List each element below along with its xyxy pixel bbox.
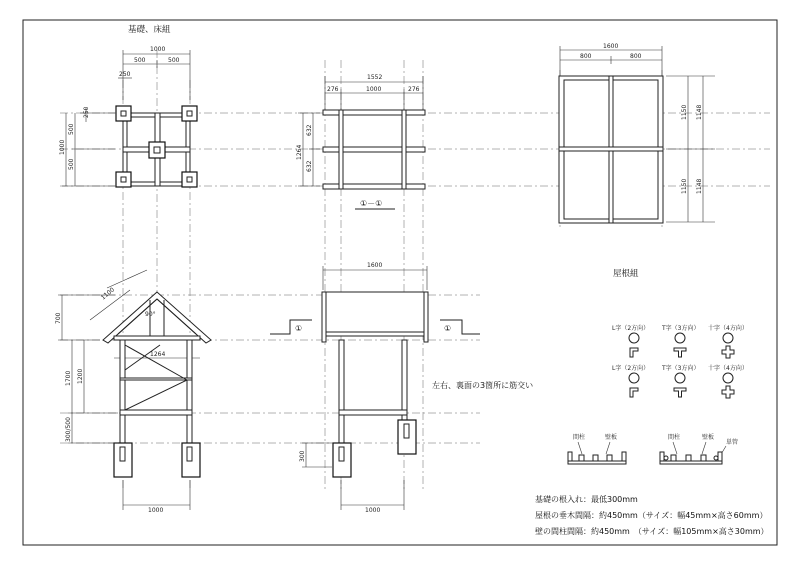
ws1-label-post: 間柱 bbox=[573, 434, 586, 441]
joint-label-t-1: T字（3方向） bbox=[662, 325, 700, 332]
flp-dim-side-total: 1264 bbox=[296, 144, 303, 160]
fp-dim-total: 1000 bbox=[150, 46, 166, 53]
se-dim-roof-height: 700 bbox=[55, 312, 62, 324]
fp-dim-half-right: 500 bbox=[168, 57, 180, 64]
ws2-label-board: 壁板 bbox=[702, 434, 715, 441]
fe-dim-top: 1600 bbox=[367, 262, 383, 269]
flp-dim-center: 1000 bbox=[366, 86, 382, 93]
sheet-border bbox=[23, 20, 777, 545]
fe-dim-bottom: 1000 bbox=[365, 507, 381, 514]
se-dim-rafter: 1100 bbox=[99, 286, 116, 302]
flp-dim-right: 276 bbox=[408, 86, 420, 93]
ws2-label-pipe: 単管 bbox=[726, 439, 739, 446]
se-dim-bottom: 1000 bbox=[148, 507, 164, 514]
rp-dim-left: 800 bbox=[580, 53, 592, 60]
joint-label-x-1: 十字（4方向） bbox=[708, 325, 748, 332]
note-wall: 壁の間柱間隔：約450mm （サイズ：幅105mm×高さ30mm） bbox=[535, 527, 769, 536]
fp-dim-side-total: 1000 bbox=[59, 139, 66, 155]
notes bbox=[535, 494, 769, 536]
floor-plan bbox=[296, 74, 425, 209]
fp-dim-offset: 250 bbox=[119, 71, 131, 78]
note-roof: 屋根の垂木間隔：約450mm（サイズ：幅45mm×高さ60mm） bbox=[535, 511, 768, 520]
joint-code-x-2 bbox=[723, 373, 733, 383]
joint-label-x-2: 十字（4方向） bbox=[708, 365, 748, 372]
section-marker-right: ① bbox=[444, 324, 452, 333]
foundation-block bbox=[116, 172, 131, 187]
foundation-block bbox=[149, 142, 165, 158]
ws1-label-board: 壁板 bbox=[605, 434, 618, 441]
joint-label-l-1: L字（2方向） bbox=[612, 325, 650, 332]
se-dim-eave: 1264 bbox=[150, 351, 166, 358]
joint-legend bbox=[612, 324, 748, 398]
rp-dim-right: 800 bbox=[630, 53, 642, 60]
flp-dim-side-lower: 632 bbox=[306, 160, 313, 172]
rp-dim-r-lower-a: 1150 bbox=[681, 178, 688, 194]
wall-section-2 bbox=[660, 433, 738, 464]
joint-code-l-2 bbox=[629, 373, 639, 383]
joint-label-t-2: T字（3方向） bbox=[662, 365, 700, 372]
ws2-label-post: 間柱 bbox=[668, 434, 681, 441]
fp-dim-left-offset: 250 bbox=[83, 106, 90, 118]
title-roof-frame: 屋根組 bbox=[613, 269, 639, 279]
floor-section-label: ①－① bbox=[360, 199, 383, 208]
title-foundation-floor: 基礎、床組 bbox=[128, 25, 171, 35]
fe-dim-embed: 300 bbox=[299, 450, 306, 462]
se-angle: 90° bbox=[145, 311, 156, 318]
section-marker-left: ① bbox=[295, 324, 303, 333]
foundation-block bbox=[182, 172, 197, 187]
roof-plan bbox=[559, 43, 715, 279]
fp-dim-half-left: 500 bbox=[134, 57, 146, 64]
rp-dim-r-lower-b: 1148 bbox=[696, 178, 703, 194]
foundation-block bbox=[182, 106, 197, 121]
rp-dim-total: 1600 bbox=[603, 43, 619, 50]
joint-code-t-2 bbox=[675, 373, 685, 383]
se-dim-wall-height: 1200 bbox=[77, 368, 84, 384]
flp-dim-side-upper: 632 bbox=[306, 124, 313, 136]
note-foundation: 基礎の根入れ：最低300mm bbox=[535, 495, 638, 504]
joint-label-l-2: L字（2方向） bbox=[612, 365, 650, 372]
foundation-floor-plan bbox=[59, 24, 197, 187]
flp-dim-left: 276 bbox=[327, 86, 339, 93]
side-elevation bbox=[55, 270, 211, 514]
joint-code-l-1 bbox=[629, 333, 639, 343]
rp-dim-r-upper-a: 1150 bbox=[681, 104, 688, 120]
bracing-note: 左右、裏面の3箇所に筋交い bbox=[432, 381, 534, 390]
fp-dim-side-lower: 500 bbox=[68, 158, 75, 170]
fp-dim-side-upper: 500 bbox=[68, 123, 75, 135]
se-dim-floor-height: 300/500 bbox=[65, 417, 72, 442]
rp-dim-r-upper-b: 1148 bbox=[696, 104, 703, 120]
foundation-block bbox=[116, 106, 131, 121]
wall-section-1 bbox=[568, 433, 626, 464]
se-dim-total-height: 1700 bbox=[65, 370, 72, 386]
joint-code-t-1 bbox=[675, 333, 685, 343]
joint-code-x-1 bbox=[723, 333, 733, 343]
flp-dim-total: 1552 bbox=[367, 74, 383, 81]
